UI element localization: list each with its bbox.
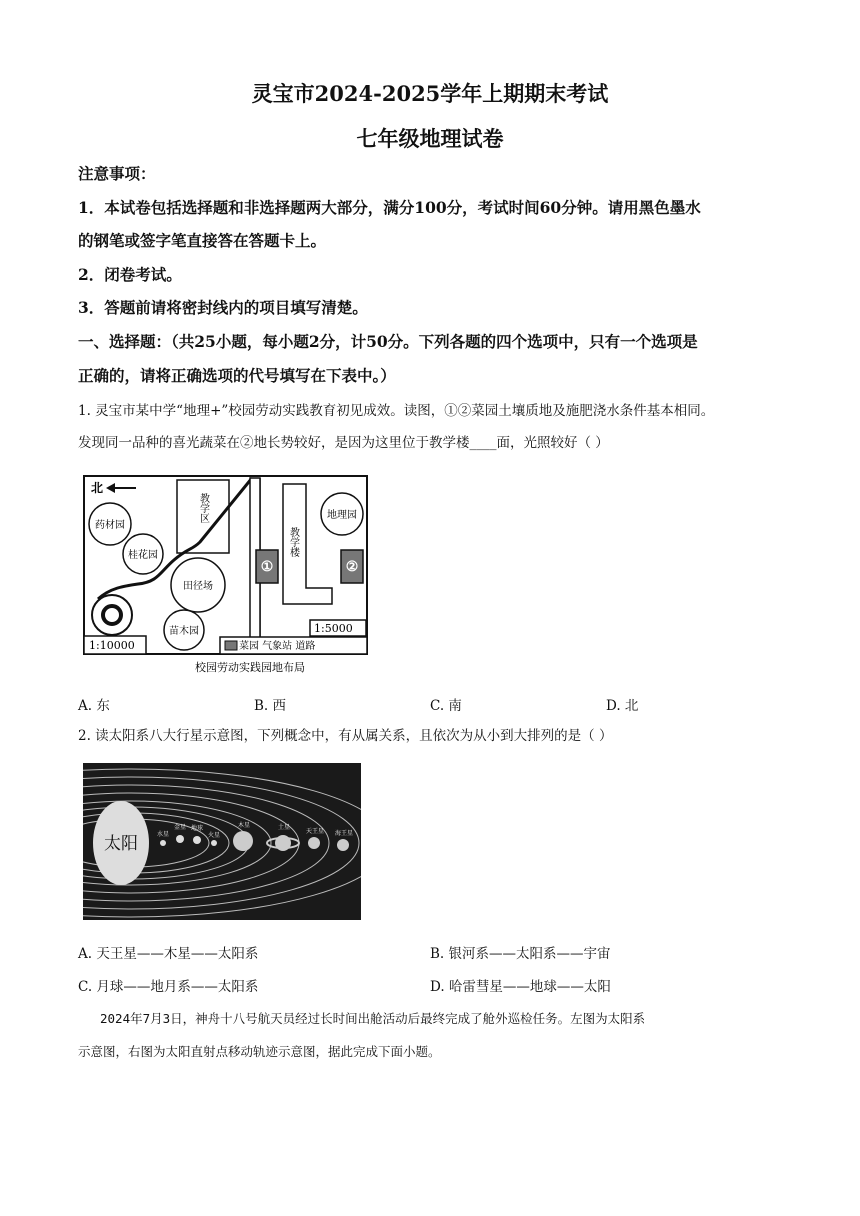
q1-option-b[interactable]: B. 西 <box>254 698 287 714</box>
north-label: 北 <box>91 481 104 495</box>
saturn-icon <box>275 835 291 851</box>
campus-map-figure <box>80 472 370 682</box>
earth-label: 地球 <box>191 825 204 832</box>
q2-option-c[interactable]: C. 月球——地月系——太阳系 <box>78 979 259 995</box>
jupiter-label: 木星 <box>238 822 251 829</box>
section-heading-line1: 一、选择题：（共25小题，每小题2分，计50分。下列各题的四个选项中，只有一个选项是 <box>78 332 698 351</box>
sun-label: 太阳 <box>104 834 138 854</box>
venus-label: 金星 <box>174 824 187 831</box>
exam-title: 灵宝市2024-2025学年上期期末考试 <box>251 81 609 106</box>
passage-line1: 2024年7月3日，神舟十八号航天员经过长时间出舱活动后最终完成了舱外巡检任务。左图为太阳系 <box>100 1011 646 1026</box>
question-1-stem-line1: 1. 灵宝市某中学“地理+”校园劳动实践教育初见成效。读图，①②菜园土壤质地及施肥浇水条件基本相同。 <box>78 403 715 419</box>
section-heading-line2: 正确的，请将正确选项的代号填写在下表中。） <box>78 366 396 385</box>
notes-heading: 注意事项： <box>78 164 156 183</box>
map-guihua-label: 桂花园 <box>128 550 158 561</box>
map-jiaoxuequ-label: 教学区 <box>197 493 209 523</box>
q1-option-d[interactable]: D. 北 <box>606 698 639 714</box>
map-tianjing-label: 田径场 <box>183 581 213 592</box>
q1-option-c[interactable]: C. 南 <box>430 698 462 714</box>
scale-left: 1:10000 <box>89 639 135 652</box>
map-yaocai-label: 药材园 <box>95 520 125 531</box>
note-item-1-line2: 的钢笔或签字笔直接答在答题卡上。 <box>78 231 327 250</box>
q2-option-b[interactable]: B. 银河系——太阳系——宇宙 <box>430 946 611 962</box>
map-dili-label: 地理园 <box>327 510 357 521</box>
solar-system-image <box>83 763 361 920</box>
map-jiaoxuelou-label: 教学楼 <box>287 527 299 557</box>
q2-option-a[interactable]: A. 天王星——木星——太阳系 <box>78 946 259 962</box>
mars-label: 火星 <box>208 832 221 839</box>
map-miaomu-label: 苗木园 <box>169 626 199 637</box>
note-item-1-line1: 1．本试卷包括选择题和非选择题两大部分，满分100分，考试时间60分钟。请用黑色墨水 <box>78 198 701 217</box>
neptune-label: 海王星 <box>335 830 354 837</box>
question-1-stem-line2: 发现同一品种的喜光蔬菜在②地长势较好，是因为这里位于教学楼____面，光照较好（ ） <box>78 435 609 451</box>
plot-1-label: ① <box>260 559 274 575</box>
question-2-stem: 2. 读太阳系八大行星示意图，下列概念中，有从属关系，且依次为从小到大排列的是（ ） <box>78 728 613 744</box>
note-item-2: 2．闭卷考试。 <box>78 265 182 284</box>
scale-right: 1:5000 <box>314 622 353 635</box>
solar-system-figure <box>83 763 361 920</box>
saturn-label: 土星 <box>278 824 291 831</box>
q2-option-d[interactable]: D. 哈雷彗星——地球——太阳 <box>430 979 611 995</box>
jupiter-icon <box>233 831 253 851</box>
map-caption: 校园劳动实践园地布局 <box>195 661 305 674</box>
passage-line2: 示意图，右图为太阳直射点移动轨迹示意图，据此完成下面小题。 <box>78 1044 441 1059</box>
uranus-label: 天王星 <box>306 828 325 835</box>
exam-subtitle: 七年级地理试卷 <box>356 126 504 151</box>
mercury-label: 水星 <box>157 831 170 838</box>
plot-2-label: ② <box>345 559 359 575</box>
note-item-3: 3．答题前请将密封线内的项目填写清楚。 <box>78 298 368 317</box>
campus-map <box>80 472 370 682</box>
weather-station-icon <box>92 595 132 635</box>
map-legend: 菜园 气象站 道路 <box>239 641 316 652</box>
q1-option-a[interactable]: A. 东 <box>78 698 110 714</box>
